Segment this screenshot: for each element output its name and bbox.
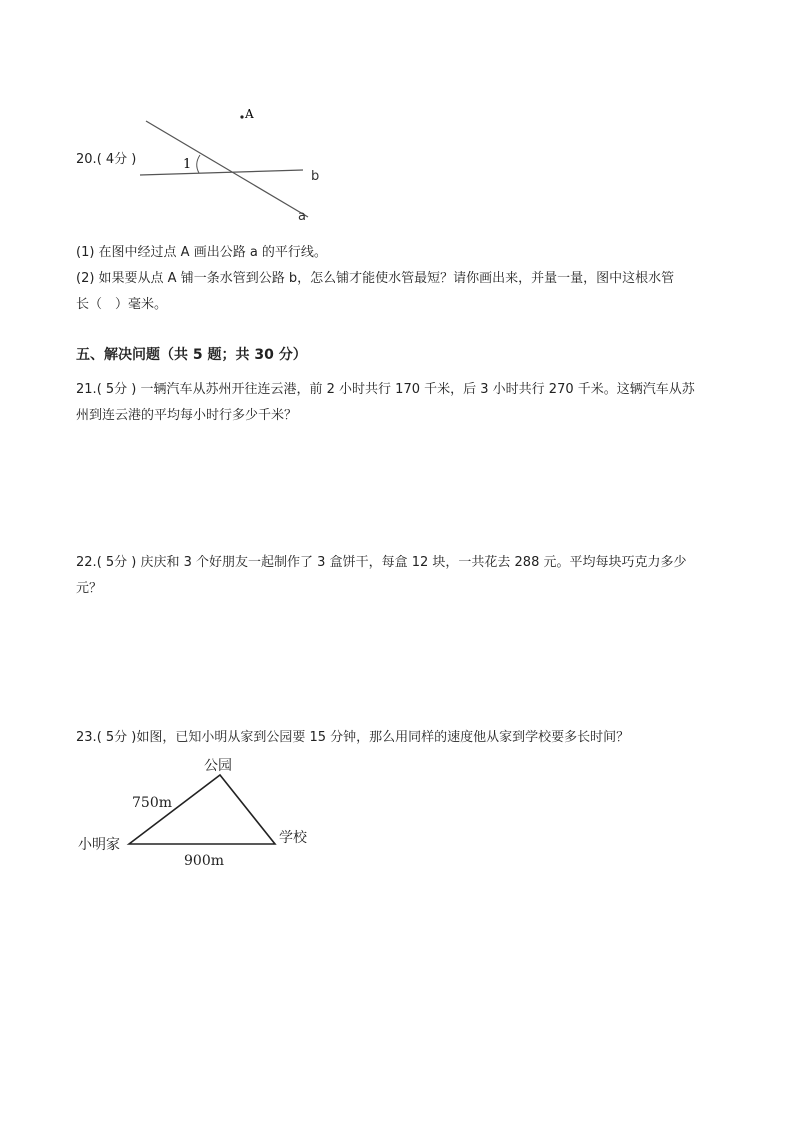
q21-line2: 州到连云港的平均每小时行多少千米？ (76, 408, 298, 423)
q23-score: ( 5分 ) (96, 730, 137, 745)
q22-number: 22. (76, 555, 97, 570)
q23-text: 如图，已知小明从家到公园要 15 分钟，那么用同样的速度他从家到学校要多长时间？ (136, 730, 630, 745)
q20-number: 20. (76, 152, 97, 167)
park-label: 公园 (204, 758, 232, 774)
point-a (240, 115, 243, 118)
line-a-label: a (298, 209, 306, 224)
q20-sub2-line1: (2) 如果要从点 A 铺一条水管到公路 b，怎么铺才能使水管最短？请你画出来，并量一量，图中这根水管 (76, 271, 675, 286)
q23-figure (70, 750, 330, 875)
school-label: 学校 (279, 830, 307, 846)
q21-line1 (76, 377, 726, 403)
q21-number: 21. (76, 382, 97, 397)
q20-figure (130, 100, 330, 230)
q22-line1 (76, 550, 726, 576)
angle-1-arc (197, 155, 200, 173)
q21-score: ( 5分 ) (96, 382, 137, 397)
q20-sub2-line2: 长（ ）毫米。 (76, 297, 168, 312)
q20-score: ( 4分 ) (96, 152, 137, 167)
q22-score: ( 5分 ) (96, 555, 137, 570)
point-a-label: A (245, 107, 254, 121)
q22-line2: 元？ (76, 581, 103, 596)
home-label: 小明家 (78, 837, 120, 853)
q23-line1 (76, 725, 726, 751)
line-b (140, 170, 303, 175)
q22-text: 庆庆和 3 个好朋友一起制作了 3 盒饼干，每盒 12 块，一共花去 288 元。平均每块巧克力多少 (140, 555, 687, 570)
distance-home-park: 750m (132, 795, 172, 811)
line-b-label: b (311, 169, 320, 184)
q20-sub1: (1) 在图中经过点 A 画出公路 a 的平行线。 (76, 245, 327, 260)
q23-number: 23. (76, 730, 97, 745)
distance-home-school: 900m (184, 853, 224, 869)
section5-title: 五、解决问题（共 5 题；共 30 分） (76, 347, 307, 363)
angle-1-label: 1 (183, 157, 192, 172)
q21-text: 一辆汽车从苏州开往连云港，前 2 小时共行 170 千米，后 3 小时共行 270 千米。这辆汽车从苏 (140, 382, 695, 397)
line-a (146, 121, 308, 217)
